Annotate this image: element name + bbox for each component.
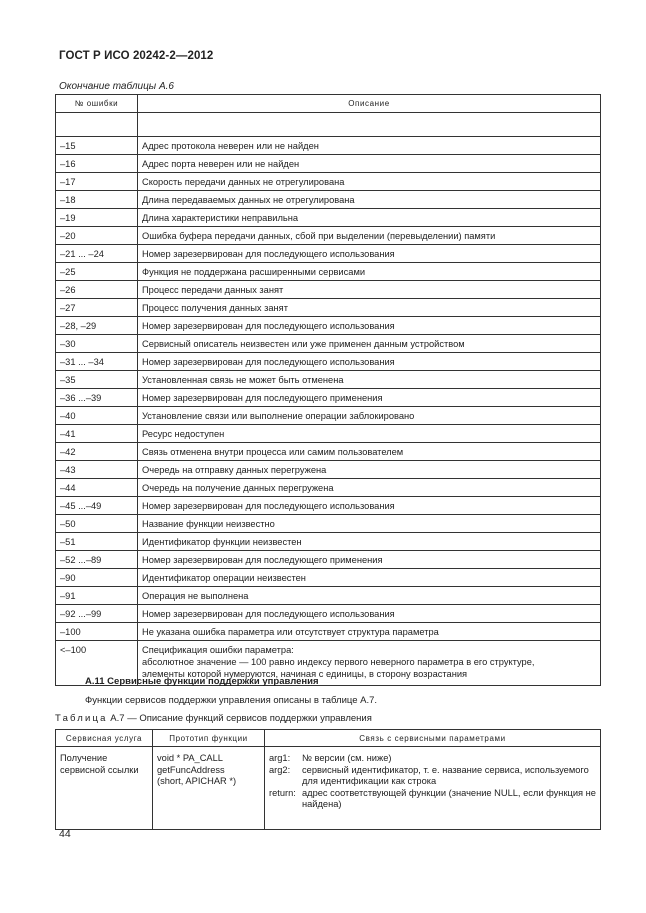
section-title: А.11 Сервисные функции поддержки управления — [85, 676, 319, 687]
arg-label: return: — [269, 787, 296, 798]
table-row — [56, 425, 601, 443]
error-code-cell: –25 — [56, 263, 138, 281]
error-code-cell: –20 — [56, 227, 138, 245]
error-description-cell: Очередь на отправку данных перегружена — [138, 461, 601, 479]
description-line: Спецификация ошибки параметра: — [142, 645, 294, 655]
table-row — [56, 263, 601, 281]
error-code-cell: –52 ...–89 — [56, 551, 138, 569]
error-description-cell: Очередь на получение данных перегружена — [138, 479, 601, 497]
service-functions-table — [55, 729, 601, 830]
error-code-cell: –91 — [56, 587, 138, 605]
error-code-cell: –100 — [56, 623, 138, 641]
error-code-cell: –92 ...–99 — [56, 605, 138, 623]
error-description-cell: Процесс передачи данных занят — [138, 281, 601, 299]
arg-line — [269, 765, 596, 788]
column-header-prototype: Прототип функции — [153, 730, 265, 747]
error-code-cell: –35 — [56, 371, 138, 389]
error-description-cell: Идентификатор операции неизвестен — [138, 569, 601, 587]
arg-label: arg2: — [269, 764, 291, 775]
error-code-cell: –42 — [56, 443, 138, 461]
error-description-cell: Связь отменена внутри процесса или самим пользователем — [138, 443, 601, 461]
table-row — [56, 371, 601, 389]
arg-line — [269, 788, 596, 811]
error-code-cell: –28, –29 — [56, 317, 138, 335]
table-row — [56, 209, 601, 227]
table-row — [56, 281, 601, 299]
service-name: Получение сервисной ссылки — [56, 747, 153, 830]
error-code-cell: –51 — [56, 533, 138, 551]
error-description-cell: Название функции неизвестно — [138, 515, 601, 533]
error-code-cell: –31 ... –34 — [56, 353, 138, 371]
error-code-cell: –44 — [56, 479, 138, 497]
error-description-cell: Номер зарезервирован для последующего использования — [138, 497, 601, 515]
error-description-cell: Не указана ошибка параметра или отсутствует структура параметра — [138, 623, 601, 641]
table-row — [56, 461, 601, 479]
table-a6-caption: Окончание таблицы А.6 — [59, 81, 174, 92]
table-row — [56, 191, 601, 209]
table-row — [56, 317, 601, 335]
error-description-cell: Номер зарезервирован для последующего применения — [138, 389, 601, 407]
error-description-cell: Длина характеристики неправильна — [138, 209, 601, 227]
error-code-cell: –21 ... –24 — [56, 245, 138, 263]
error-description-cell: Функция не поддержана расширенными сервисами — [138, 263, 601, 281]
table-row — [56, 155, 601, 173]
error-description-cell: Ошибка буфера передачи данных, сбой при выделении (перевыделении) памяти — [138, 227, 601, 245]
table-row — [56, 335, 601, 353]
parameter-links — [265, 747, 601, 830]
error-description-cell: Номер зарезервирован для последующего использования — [138, 245, 601, 263]
section-paragraph: Функции сервисов поддержки управления описаны в таблице А.7. — [85, 695, 378, 706]
table-row — [56, 299, 601, 317]
column-header-error-number: № ошибки — [56, 95, 138, 113]
error-code-cell: –18 — [56, 191, 138, 209]
table-row — [56, 569, 601, 587]
error-code-cell: –27 — [56, 299, 138, 317]
error-description-cell: Адрес порта неверен или не найден — [138, 155, 601, 173]
arg-line — [269, 753, 596, 765]
error-code-cell: <–100 — [56, 641, 138, 686]
error-codes-body — [56, 113, 601, 686]
table-row — [56, 389, 601, 407]
error-codes-table — [55, 94, 601, 686]
error-description-cell: Длина передаваемых данных не отрегулирована — [138, 191, 601, 209]
table-row — [56, 587, 601, 605]
page-number: 44 — [59, 828, 71, 840]
error-description-cell: Номер зарезервирован для последующего использования — [138, 317, 601, 335]
column-header-parameters: Связь с сервисными параметрами — [265, 730, 601, 747]
table-row — [56, 605, 601, 623]
error-code-cell: –16 — [56, 155, 138, 173]
error-code-cell: –15 — [56, 137, 138, 155]
table-row — [56, 479, 601, 497]
prototype-line: void * PA_CALL — [157, 753, 223, 763]
prototype-line: getFuncAddress — [157, 764, 225, 775]
table-row — [56, 623, 601, 641]
error-code-cell: –43 — [56, 461, 138, 479]
error-description-cell: Скорость передачи данных не отрегулирована — [138, 173, 601, 191]
arg-label: arg1: — [269, 753, 291, 763]
table-caption-prefix: Таблица — [55, 713, 108, 724]
error-description-cell: Операция не выполнена — [138, 587, 601, 605]
table-row — [56, 227, 601, 245]
column-header-service: Сервисная услуга — [56, 730, 153, 747]
error-code-cell: –26 — [56, 281, 138, 299]
document-header: ГОСТ Р ИСО 20242-2—2012 — [59, 50, 214, 62]
error-code-cell: –17 — [56, 173, 138, 191]
error-code-cell: –30 — [56, 335, 138, 353]
error-code-cell: –19 — [56, 209, 138, 227]
table-a7-caption — [55, 713, 372, 724]
description-line: абсолютное значение — 100 равно индексу первого неверного параметра в его структуре, — [142, 657, 535, 667]
table-row — [56, 353, 601, 371]
table-row — [56, 533, 601, 551]
error-description-cell: Установленная связь не может быть отменена — [138, 371, 601, 389]
error-description-cell: Номер зарезервирован для последующего применения — [138, 551, 601, 569]
table-caption-text: А.7 — Описание функций сервисов поддержки управления — [107, 713, 372, 724]
error-description-cell: Ресурс недоступен — [138, 425, 601, 443]
column-header-description: Описание — [138, 95, 601, 113]
error-description-cell: Адрес протокола неверен или не найден — [138, 137, 601, 155]
error-code-cell: –40 — [56, 407, 138, 425]
table-row — [56, 515, 601, 533]
prototype-line: (short, APICHAR *) — [157, 776, 237, 786]
description-line: элементы которой нумеруются, начиная с единицы, в сторону возрастания — [142, 669, 468, 679]
arg-text: № версии (см. ниже) — [302, 753, 392, 763]
error-code-cell: –45 ...–49 — [56, 497, 138, 515]
error-code-cell: –50 — [56, 515, 138, 533]
table-row — [56, 173, 601, 191]
error-code-cell: –36 ...–39 — [56, 389, 138, 407]
table-row — [56, 497, 601, 515]
error-code-cell: –41 — [56, 425, 138, 443]
error-description-cell: Номер зарезервирован для последующего использования — [138, 605, 601, 623]
error-description-cell: Процесс получения данных занят — [138, 299, 601, 317]
table-spacer-row — [56, 113, 601, 137]
table-row — [56, 747, 601, 830]
table-row — [56, 443, 601, 461]
table-row — [56, 551, 601, 569]
arg-text: сервисный идентификатор, т. е. название сервиса, используемого для идентификации как строка — [302, 764, 589, 786]
error-description-cell: Сервисный описатель неизвестен или уже применен данным устройством — [138, 335, 601, 353]
table-row — [56, 407, 601, 425]
error-description-cell: Установление связи или выполнение операции заблокировано — [138, 407, 601, 425]
function-prototype — [153, 747, 265, 830]
error-description-cell: Номер зарезервирован для последующего использования — [138, 353, 601, 371]
table-row — [56, 137, 601, 155]
error-code-cell: –90 — [56, 569, 138, 587]
arg-text: адрес соответствующей функции (значение NULL, если функция не найдена) — [302, 787, 596, 809]
table-row — [56, 245, 601, 263]
error-description-cell: Идентификатор функции неизвестен — [138, 533, 601, 551]
